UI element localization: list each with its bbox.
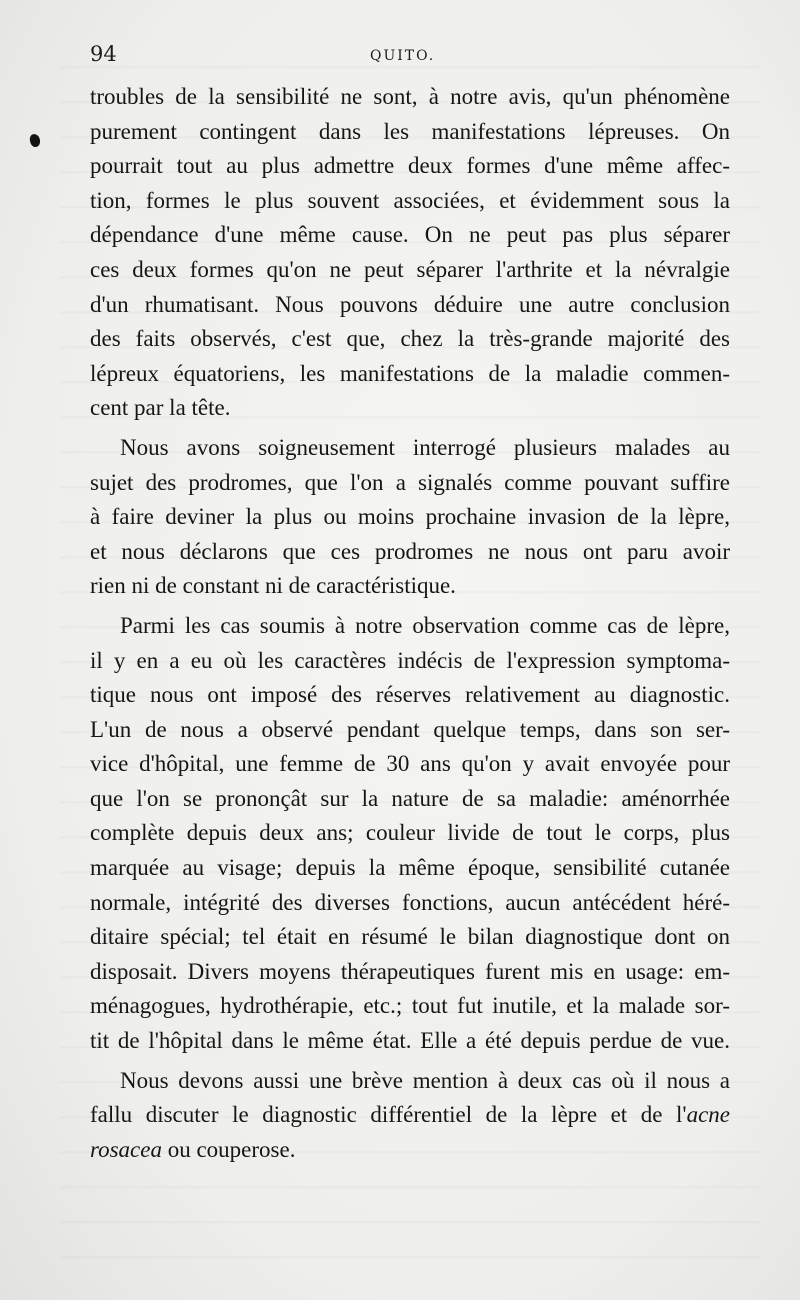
text-line: rien ni de constant ni de caractéristique. (90, 573, 456, 599)
text-line: sujet des prodromes, que l'on a signalés comme pouvant suffire (90, 469, 730, 495)
text-line: normale, intégrité des diverses fonctions, aucun antécédent héré- (90, 889, 730, 915)
paragraph-4 (90, 1064, 730, 1168)
text-line: dépendance d'une même cause. On ne peut pas plus séparer (90, 222, 730, 248)
italic-term: acne (686, 1102, 730, 1128)
text-line (90, 1133, 730, 1168)
text-line: ces deux formes qu'on ne peut séparer l'arthrite et la névralgie (90, 256, 730, 282)
text-line: Nous avons soigneusement interrogé plusieurs malades au (120, 434, 730, 460)
text-line: des faits observés, c'est que, chez la très-grande majorité des (90, 326, 730, 352)
body-text (90, 80, 730, 1167)
text-line: vice d'hôpital, une femme de 30 ans qu'on y avait envoyée pour (90, 751, 730, 777)
text-line: il y en a eu où les caractères indécis de l'expression symptoma- (90, 647, 730, 673)
running-title: QUITO. (370, 48, 436, 64)
text-line: tique nous ont imposé des réserves relativement au diagnostic. (90, 682, 730, 708)
text-line: L'un de nous a observé pendant quelque temps, dans son ser- (90, 716, 730, 742)
text-line: tion, formes le plus souvent associées, et évidemment sous la (90, 187, 730, 213)
text-line (90, 1098, 730, 1133)
text-line: purement contingent dans les manifestations lépreuses. On (90, 118, 730, 144)
text-line: à faire deviner la plus ou moins prochaine invasion de la lèpre, (90, 504, 730, 530)
page-number: 94 (90, 42, 117, 66)
text-run: fallu discuter le diagnostic différentiel de la lèpre et de l' (90, 1102, 687, 1128)
paragraph-2 (90, 431, 730, 604)
text-line: ditaire spécial; tel était en résumé le bilan diagnostique dont on (90, 924, 730, 950)
text-line: troubles de la sensibilité ne sont, à notre avis, qu'un phénomène (90, 84, 730, 109)
text-line: disposait. Divers moyens thérapeutiques furent mis en usage: em- (90, 958, 730, 984)
text-line: marquée au visage; depuis la même époque, sensibilité cutanée (90, 855, 730, 881)
text-line: pourrait tout au plus admettre deux formes d'une même affec- (90, 153, 730, 179)
text-line: ménagogues, hydrothérapie, etc.; tout fut inutile, et la malade sor- (90, 993, 730, 1019)
text-run: ou couperose. (161, 1136, 296, 1162)
paragraph-3 (90, 609, 730, 1059)
text-line: et nous déclarons que ces prodromes ne nous ont paru avoir (90, 538, 730, 564)
italic-term: rosacea (90, 1136, 162, 1162)
text-line: d'un rhumatisant. Nous pouvons déduire une autre conclusion (90, 291, 730, 317)
running-head (90, 42, 730, 72)
text-line: Nous devons aussi une brève mention à deux cas où il nous a (120, 1067, 730, 1093)
paragraph-1 (90, 80, 730, 426)
text-line: tit de l'hôpital dans le même état. Elle a été depuis perdue de vue. (90, 1028, 730, 1054)
text-line: complète depuis deux ans; couleur livide de tout le corps, plus (90, 820, 730, 846)
text-line: Parmi les cas soumis à notre observation comme cas de lèpre, (120, 612, 730, 638)
text-line: que l'on se prononçât sur la nature de sa maladie: aménorrhée (90, 785, 730, 811)
text-line: lépreux équatoriens, les manifestations de la maladie commen- (90, 360, 730, 386)
ink-blot-mark (29, 133, 41, 148)
text-line: cent par la tête. (90, 395, 231, 421)
